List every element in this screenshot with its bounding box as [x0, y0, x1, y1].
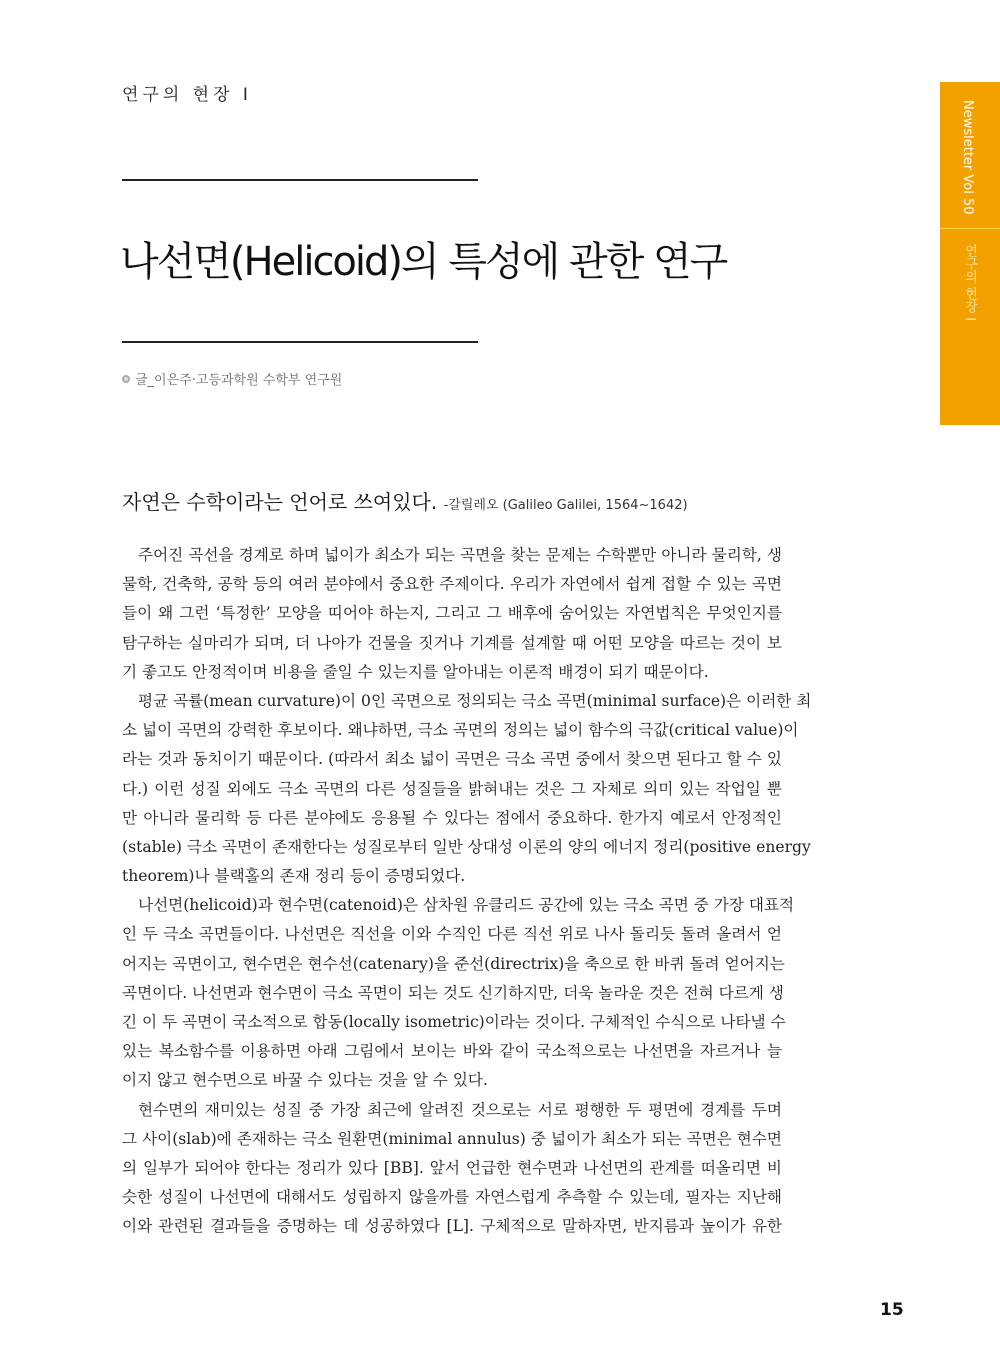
article-body	[122, 541, 812, 1242]
quote-text: 자연은 수학이라는 언어로 쓰여있다.	[122, 490, 438, 514]
page-title: 나선면(Helicoid)의 특성에 관한 연구	[120, 239, 727, 285]
page-number: 15	[880, 1300, 904, 1320]
paragraph-line: 들이 왜 그런 ‘특정한’ 모양을 띠어야 하는지, 그리고 그 배후에 숨어있는 자연법칙은 무엇인지를	[122, 604, 782, 623]
paragraph-line: 기 좋고도 안정적이며 비용을 줄일 수 있는지를 알아내는 이론적 배경이 되기 때문이다.	[122, 662, 709, 681]
paragraph-line: 다.) 이런 성질 외에도 극소 곡면의 다른 성질들을 밝혀내는 것은 그 자체로 의미 있는 작업일 뿐	[122, 779, 782, 798]
tab-divider	[940, 228, 1000, 229]
paragraph-line: 현수면의 재미있는 성질 중 가장 최근에 알려진 것으로는 서로 평행한 두 평면에 경계를 두며	[138, 1100, 782, 1119]
divider	[122, 179, 478, 181]
paragraph-line: (stable) 극소 곡면이 존재한다는 성질로부터 일반 상대성 이론의 양의 에너지 정리(positive energy	[122, 837, 811, 856]
paragraph-line: 나선면(helicoid)과 현수면(catenoid)은 삼차원 유클리드 공간에 있는 극소 곡면 중 가장 대표적	[138, 896, 795, 915]
bullet-icon	[122, 375, 130, 383]
side-tab	[940, 82, 1000, 425]
epigraph	[122, 486, 688, 515]
paragraph-line: 물학, 건축학, 공학 등의 여러 분야에서 중요한 주제이다. 우리가 자연에서 쉽게 접할 수 있는 곡면	[122, 575, 782, 594]
paragraph-line: 슷한 성질이 나선면에 대해서도 성립하지 않을까를 자연스럽게 추측할 수 있는데, 필자는 지난해	[122, 1188, 782, 1207]
paragraph-line: 긴 이 두 곡면이 국소적으로 합동(locally isometric)이라는 것이다. 구체적인 수식으로 나타낼 수	[122, 1013, 786, 1031]
paragraph-line: 의 일부가 되어야 한다는 정리가 있다 [BB]. 앞서 언급한 현수면과 나선면의 관계를 떠올리면 비	[122, 1158, 782, 1177]
paragraph-line: 라는 것과 동치이기 때문이다. (따라서 최소 넓이 곡면은 극소 곡면 중에서 찾으면 된다고 할 수 있	[122, 750, 782, 769]
paragraph-line: 있는 복소함수를 이용하면 아래 그림에서 보이는 바와 같이 국소적으로는 나선면을 자르거나 늘	[122, 1042, 782, 1061]
paragraph-line: 만 아니라 물리학 등 다른 분야에도 응용될 수 있다는 점에서 중요하다. 한가지 예로서 안정적인	[122, 808, 782, 827]
paragraph-line: 인 두 극소 곡면들이다. 나선면은 직선을 이와 수직인 다른 직선 위로 나사 돌리듯 돌려 올려서 얻	[122, 925, 782, 944]
paragraph-line: 이지 않고 현수면으로 바꿀 수 있다는 것을 알 수 있다.	[122, 1071, 488, 1090]
paragraph-line: 주어진 곡선을 경계로 하며 넓이가 최소가 되는 곡면을 찾는 문제는 수학뿐만 아니라 물리학, 생	[138, 546, 782, 564]
divider	[122, 341, 478, 343]
section-label: 연구의 현장 I	[962, 244, 977, 322]
paragraph-line: 이와 관련된 결과들을 증명하는 데 성공하였다 [L]. 구체적으로 말하자면, 반지름과 높이가 유한	[122, 1217, 782, 1236]
newsletter-label: Newsletter Vol 50	[960, 100, 975, 215]
paragraph-line: theorem)나 블랙홀의 존재 정리 등이 증명되었다.	[122, 867, 466, 886]
byline	[122, 369, 342, 388]
author: 글_이은주·고등과학원 수학부 연구원	[135, 373, 343, 388]
paragraph-line: 곡면이다. 나선면과 현수면이 극소 곡면이 되는 것도 신기하지만, 더욱 놀라운 것은 전혀 다르게 생	[122, 983, 784, 1002]
paragraph-line: 평균 곡률(mean curvature)이 0인 곡면으로 정의되는 극소 곡면(minimal surface)은 이러한 최	[138, 691, 812, 710]
paragraph-line: 소 넓이 곡면의 강력한 후보이다. 왜냐하면, 극소 곡면의 정의는 넓이 함수의 극값(critical value)이	[122, 721, 799, 740]
section-header: 연구의 현장 I	[122, 85, 252, 105]
quote-attribution: -갈릴레오 (Galileo Galilei, 1564~1642)	[443, 498, 688, 513]
paragraph-line: 어지는 곡면이고, 현수면은 현수선(catenary)을 준선(directrix)을 축으로 한 바퀴 돌려 얻어지는	[122, 954, 785, 973]
paragraph-line: 그 사이(slab)에 존재하는 극소 원환면(minimal annulus) 중 넓이가 최소가 되는 곡면은 현수면	[122, 1129, 782, 1148]
paragraph-line: 탐구하는 실마리가 되며, 더 나아가 건물을 짓거나 기계를 설계할 때 어떤 모양을 따르는 것이 보	[122, 633, 782, 652]
